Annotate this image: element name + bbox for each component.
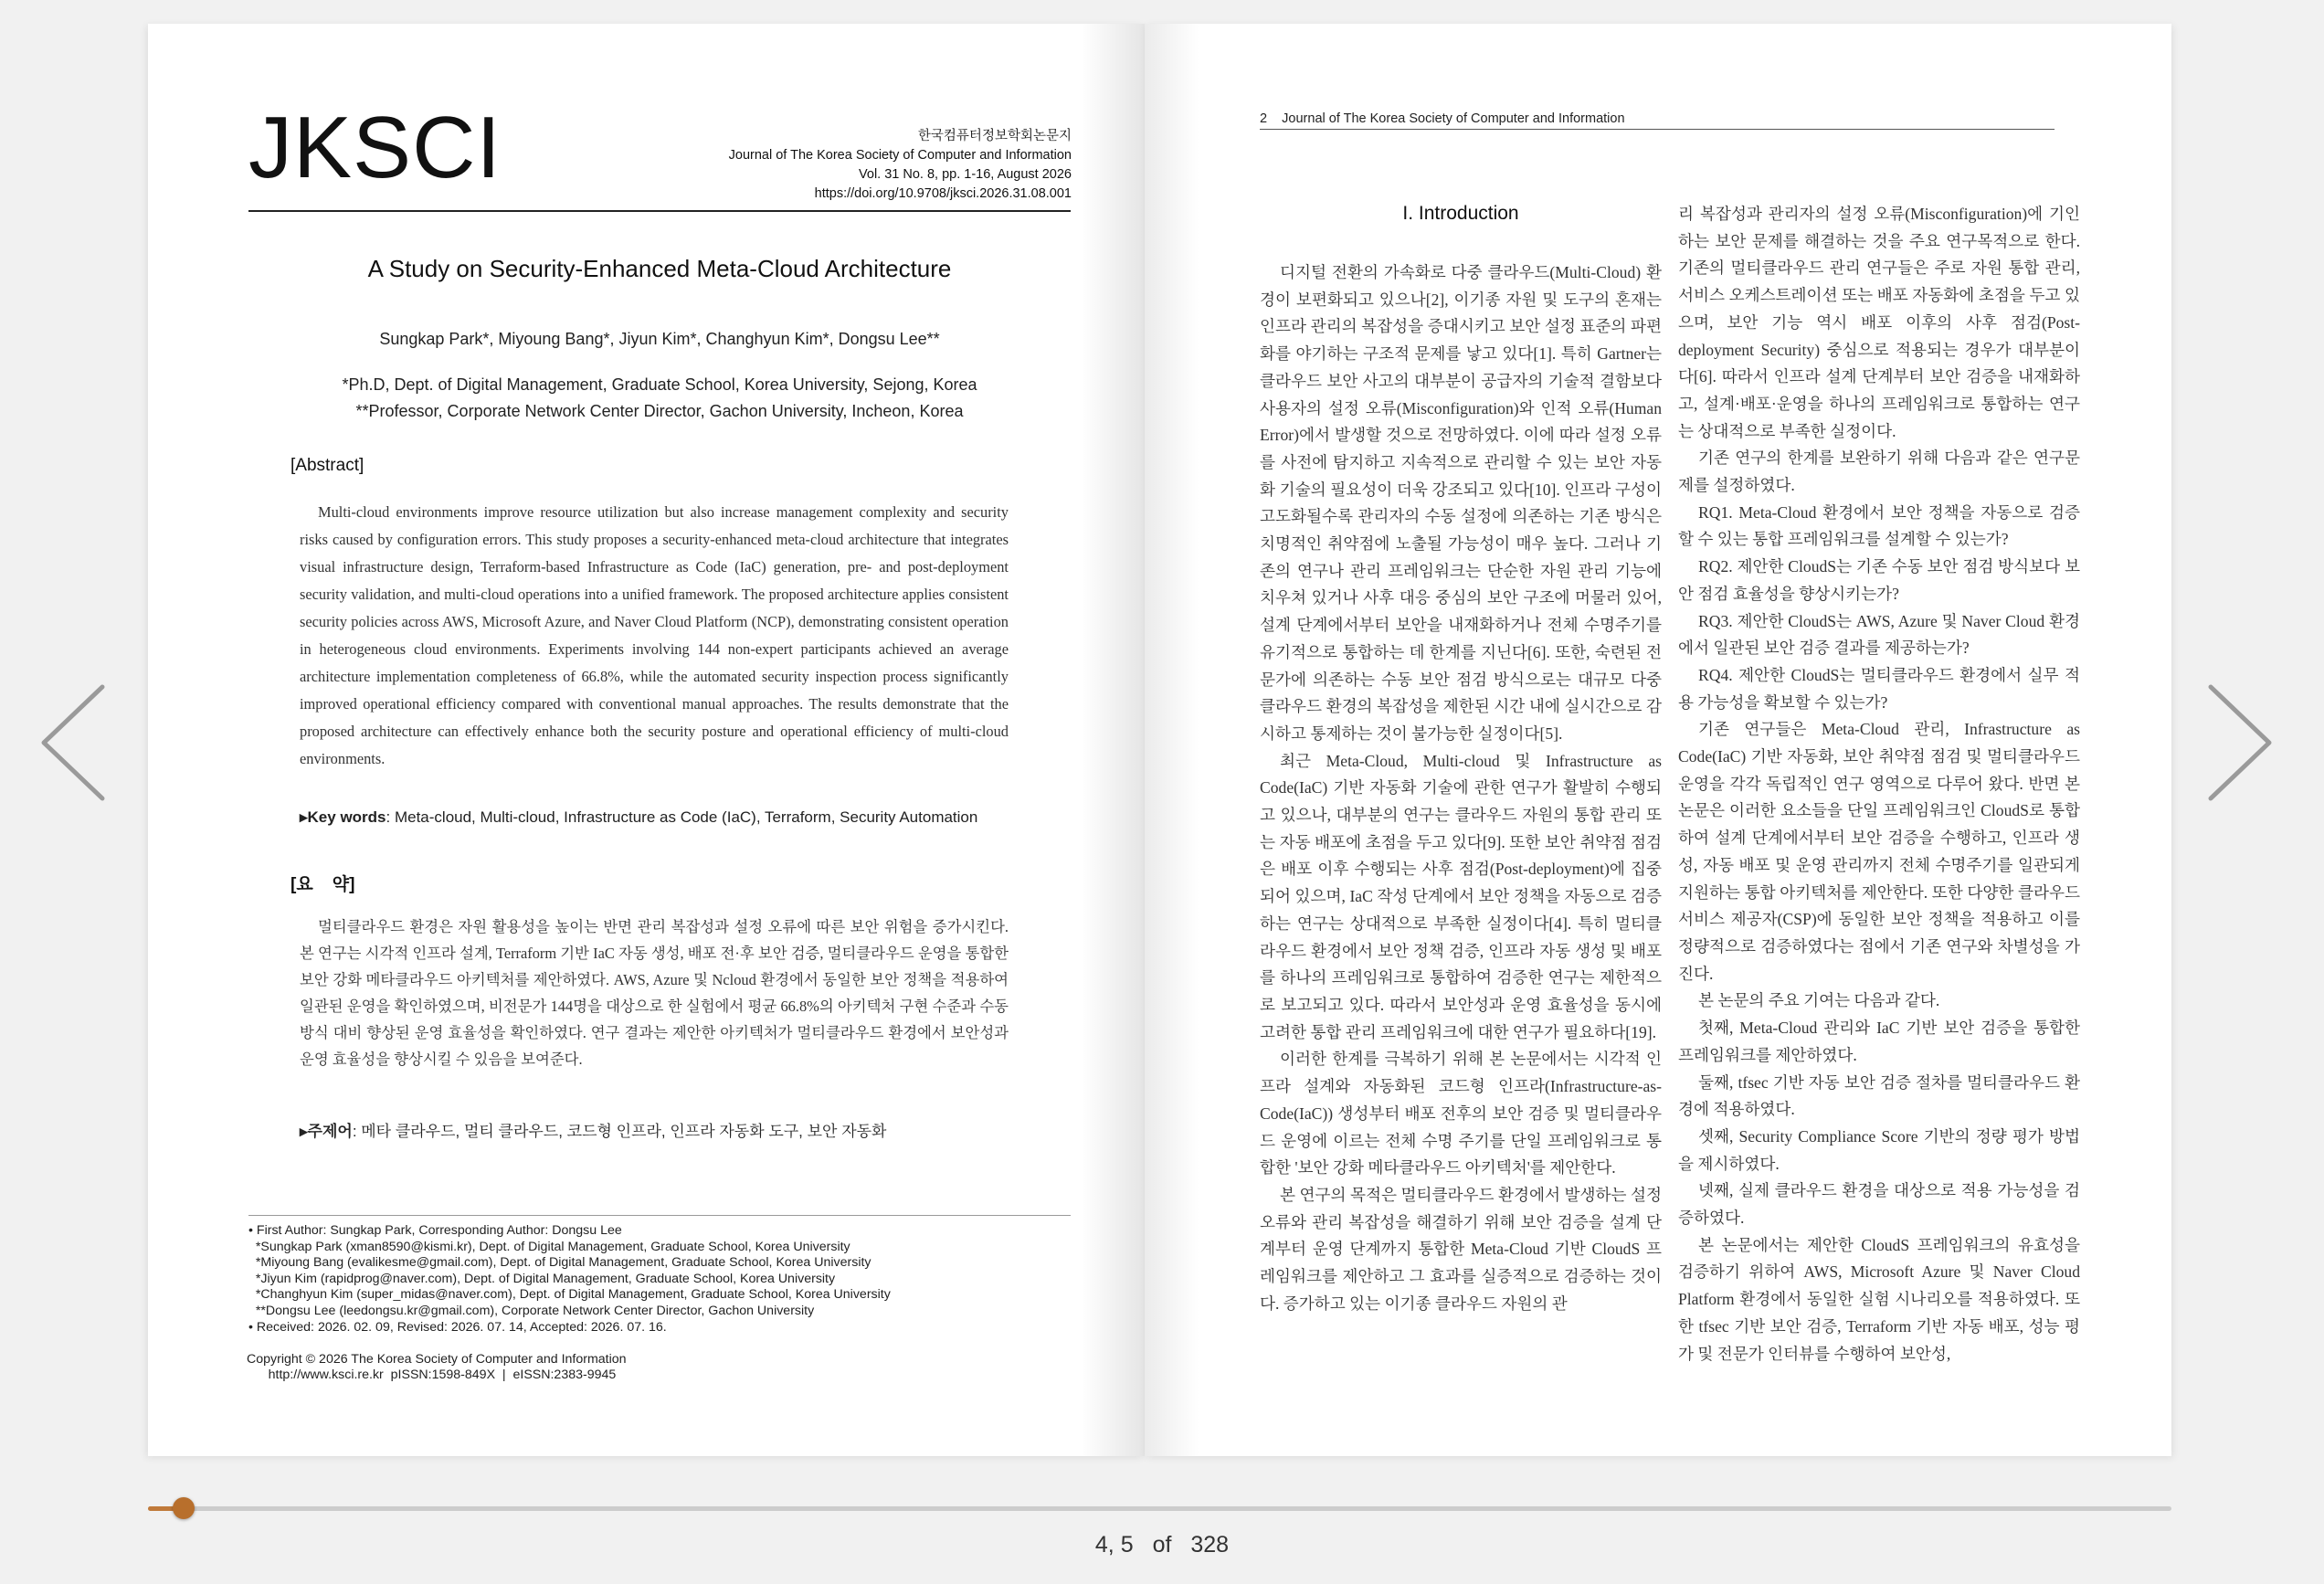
text-column-left (1260, 259, 1662, 1317)
korean-abstract-heading: [요 약] (290, 875, 355, 894)
paragraph: 첫째, Meta-Cloud 관리와 IaC 기반 보안 검증을 통합한 프레임워크를 제안하였다. (1678, 1019, 2080, 1064)
footnote-line: • Received: 2026. 02. 09, Revised: 2026. 07. 14, Accepted: 2026. 07. 16. (248, 1319, 667, 1335)
footnote-line: **Dongsu Lee (leedongsu.kr@gmail.com), Corporate Network Center Director, Gachon University (248, 1303, 815, 1318)
gutter-shadow (1145, 24, 1199, 1456)
affiliations (248, 372, 1071, 425)
footnote-line: *Sungkap Park (xman8590@kismi.kr), Dept. of Digital Management, Graduate School, Korea University (248, 1239, 850, 1254)
footnote-line: • First Author: Sungkap Park, Corresponding Author: Dongsu Lee (248, 1223, 622, 1238)
footnote-line: *Jiyun Kim (rapidprog@naver.com), Dept. of Digital Management, Graduate School, Korea University (248, 1271, 836, 1286)
header-line: Journal of The Korea Society of Computer and Information (728, 148, 1072, 163)
book-spread (148, 24, 2171, 1456)
korean-keywords (300, 1118, 886, 1141)
copyright-line: http://www.ksci.re.kr pISSN:1598-849X | eISSN:2383-9945 (247, 1368, 617, 1382)
previous-page-button[interactable] (37, 683, 110, 802)
header-line: 한국컴퓨터정보학회논문지 (917, 129, 1072, 143)
paper-title: A Study on Security-Enhanced Meta-Cloud Architecture (367, 255, 952, 282)
author-list: Sungkap Park*, Miyoung Bang*, Jiyun Kim*, Changhyun Kim*, Dongsu Lee** (379, 330, 940, 348)
paragraph: 본 논문의 주요 기여는 다음과 같다. (1698, 991, 1940, 1010)
keywords-text: : Meta-cloud, Multi-cloud, Infrastructure as Code (IaC), Terraform, Security Automation (386, 808, 978, 826)
affiliation-line: **Professor, Corporate Network Center Director, Gachon University, Incheon, Korea (355, 402, 964, 420)
paragraph: 셋째, Security Compliance Score 기반의 정량 평가 방법을 제시하였다. (1678, 1126, 2080, 1173)
paragraph: 기존 연구의 한계를 보완하기 위해 다음과 같은 연구문제를 설정하였다. (1678, 449, 2080, 495)
page-slider[interactable] (148, 1503, 2171, 1514)
paragraph: 디지털 전환의 가속화로 다중 클라우드(Multi-Cloud) 환경이 보편화되고 있으나[2], 이기종 자원 및 도구의 혼재는 인프라 관리의 복잡성을 증대시키고 보안 설정 표준의 파편화를 야기하는 구조적 문제를 낳고 있다[1]. 특히 Gartner는 클라우드 보안 사고의 대부분이 공급자의 기술적 결함보다 사용자의 설정 오류(Misconfiguration)와 인적 오류(Human Error)에서 발생할 것으로 전망하였다. 이에 따라 설정 오류를 사전에 탐지하고 지속적으로 관리할 수 있는 보안 자동화 기술의 필요성이 더욱 강조되고 있다[10]. 인프라 구성이 고도화될수록 관리자의 수동 설정에 의존하는 기존 방식은 치명적인 취약점에 노출될 가능성이 매우 높다. 그러나 기존의 연구나 관리 프레임워크는 단순한 자원 관리 기능에 치우쳐 있거나 사후 대응 중심의 보안 구조에 머물러 있어, 설계 단계에서부터 보안을 내재화하거나 전체 수명주기를 유기적으로 통합하는 데 한계를 지닌다[6]. 또한, 숙련된 전문가에 의존하는 수동 보안 점검 방식으로는 대규모 다중 클라우드 환경의 복잡성을 제한된 시간 내에 실시간으로 감시하고 통제하는 것이 불가능한 실정이다[5]. (1260, 263, 1662, 743)
keywords (300, 808, 977, 827)
page-indicator (0, 1532, 2324, 1558)
paragraph: RQ1. Meta-Cloud 환경에서 보안 정책을 자동으로 검증할 수 있는 통합 프레임워크를 설계할 수 있는가? (1678, 502, 2080, 549)
footnote-line: *Miyoung Bang (evalikesme@gmail.com), Dept. of Digital Management, Graduate School, Korea University (248, 1255, 872, 1271)
abstract-heading: [Abstract] (290, 456, 364, 475)
paragraph: 기존 연구들은 Meta-Cloud 관리, Infrastructure as Code(IaC) 기반 자동화, 보안 취약점 점검 및 멀티클라우드 운영을 각각 독립적인 연구 영역으로 다루어 왔다. 반면 본 논문은 이러한 요소들을 단일 프레임워크인 CloudS로 통합하여 설계 단계에서부터 보안 검증을 수행하고, 인프라 생성, 자동 배포 및 운영 관리까지 전체 수명주기를 일관되게 지원하는 통합 아키텍처를 제안한다. 또한 다양한 클라우드 서비스 제공자(CSP)에 동일한 보안 정책을 적용하고 이를 정량적으로 검증하였다는 점에서 기존 연구와 차별성을 가진다. (1678, 720, 2080, 983)
affiliation-line: *Ph.D, Dept. of Digital Management, Graduate School, Korea University, Sejong, Korea (342, 375, 977, 394)
paragraph: 둘째, tfsec 기반 자동 보안 검증 절차를 멀티클라우드 환경에 적용하였다. (1678, 1072, 2080, 1119)
footnotes (248, 1223, 891, 1336)
of-label: of (1152, 1532, 1172, 1558)
korean-keywords-text: : 메타 클라우드, 멀티 클라우드, 코드형 인프라, 인프라 자동화 도구, 보안 자동화 (352, 1123, 887, 1140)
paragraph: 최근 Meta-Cloud, Multi-cloud 및 Infrastructure as Code(IaC) 기반 자동화 기술에 관한 연구가 활발히 수행되고 있으나, 대부분의 연구는 클라우드 자원의 통합 관리 또는 자동 배포에 초점을 두고 있다[9]. 또한 보안 취약점 점검은 배포 이후 수행되는 사후 점검(Post-deployment)에 집중되어 있으며, IaC 작성 단계에서 보안 정책을 자동으로 검증하는 연구는 상대적으로 부족한 실정이다[4]. 특히 멀티클라우드 환경에서 보안 정책 검증, 인프라 자동 생성 및 배포를 하나의 프레임워크로 통합하여 검증한 연구는 제한적으로 보고되고 있다. 따라서 보안성과 운영 효율성을 동시에 고려한 통합 관리 프레임워크에 대한 연구가 필요하다[19]. (1260, 751, 1662, 1041)
paragraph: RQ2. 제안한 CloudS는 기존 수동 보안 점검 방식보다 보안 점검 효율성을 향상시키는가? (1678, 557, 2080, 603)
paragraph: RQ3. 제안한 CloudS는 AWS, Azure 및 Naver Cloud 환경에서 일관된 보안 검증 결과를 제공하는가? (1678, 611, 2080, 658)
running-head: 2 Journal of The Korea Society of Computer and Information (1260, 111, 2055, 130)
footnote-rule (248, 1215, 1071, 1216)
korean-abstract-text: 멀티클라우드 환경은 자원 활용성을 높이는 반면 관리 복잡성과 설정 오류에 따른 보안 위험을 증가시킨다. 본 연구는 시각적 인프라 설계, Terraform 기반 IaC 자동 생성, 배포 전·후 보안 검증, 멀티클라우드 운영을 통합한 보안 강화 메타클라우드 아키텍처를 제안하였다. AWS, Azure 및 Ncloud 환경에서 동일한 보안 정책을 적용하여 일관된 운영을 확인하였으며, 비전문가 144명을 대상으로 한 실험에서 평균 66.8%의 아키텍처 구현 수준과 수동 방식 대비 향상된 운영 효율성을 확인하였다. 연구 결과는 제안한 아키텍처가 멀티클라우드 환경에서 보안성과 운영 효율성을 향상시킬 수 있음을 보여준다. (300, 918, 1009, 1068)
header-rule (248, 210, 1071, 212)
paragraph: 이러한 한계를 극복하기 위해 본 논문에서는 시각적 인프라 설계와 자동화된 코드형 인프라(Infrastructure-as-Code(IaC)) 생성부터 배포 전후의 보안 검증 및 멀티클라우드 운영에 이르는 전체 수명 주기를 단일 프레임워크로 통합한 '보안 강화 메타클라우드 아키텍처'를 제안한다. (1260, 1050, 1662, 1177)
page-left (148, 24, 1145, 1456)
abstract-text: Multi-cloud environments improve resource utilization but also increase management complexity and security risks caused by configuration errors. This study proposes a security-enhanced meta-cloud architecture that integrates visual infrastructure design, Terraform-based Infrastructure as Code (IaC) generation, pre- and post-deployment security validation, and multi-cloud operations into a unified framework. The proposed architecture applies consistent security policies across AWS, Microsoft Azure, and Naver Cloud Platform (NCP), demonstrating consistent operation in heterogeneous cloud environments. Experiments involving 144 non-expert participants achieved an average architecture implementation completeness of 66.8%, while the automated security inspection process significantly improved operational efficiency compared with conventional manual approaches. The results demonstrate that the proposed architecture can effectively enhance both the security posture and operational efficiency of multi-cloud environments. (300, 503, 1009, 767)
chevron-left-icon (37, 683, 110, 802)
journal-logo: JKSCI (248, 99, 502, 196)
doi-link[interactable]: https://doi.org/10.9708/jksci.2026.31.08.001 (814, 186, 1072, 201)
header-line: Vol. 31 No. 8, pp. 1-16, August 2026 (859, 167, 1072, 182)
copyright-line: Copyright © 2026 The Korea Society of Computer and Information (247, 1352, 627, 1367)
keywords-label: ▸Key words (300, 808, 386, 826)
chevron-right-icon (2203, 683, 2276, 802)
gutter-shadow (1081, 24, 1145, 1456)
section-heading: I. Introduction (1402, 203, 1519, 224)
copyright (247, 1352, 627, 1383)
current-pages: 4, 5 (1094, 1532, 1134, 1558)
korean-keywords-label: ▸주제어 (300, 1123, 353, 1140)
paragraph: 넷째, 실제 클라우드 환경을 대상으로 적용 가능성을 검증하였다. (1678, 1181, 2080, 1228)
journal-header-info (729, 127, 1072, 204)
page-right (1145, 24, 2171, 1456)
footnote-line: *Changhyun Kim (super_midas@naver.com), Dept. of Digital Management, Graduate School, Korea University (248, 1287, 891, 1303)
next-page-button[interactable] (2203, 683, 2276, 802)
slider-track[interactable] (148, 1506, 2171, 1511)
text-column-right (1678, 201, 2080, 1368)
paragraph: RQ4. 제안한 CloudS는 멀티클라우드 환경에서 실무 적용 가능성을 확보할 수 있는가? (1678, 665, 2080, 712)
paragraph: 리 복잡성과 관리자의 설정 오류(Misconfiguration)에 기인하는 보안 문제를 해결하는 것을 주요 연구목적으로 한다. 기존의 멀티클라우드 관리 연구들은 주로 자원 통합 관리, 서비스 오케스트레이션 또는 배포 자동화에 초점을 두고 있으며, 보안 기능 역시 배포 이후의 사후 점검(Post-deployment Security) 중심으로 적용되는 경우가 대부분이다[6]. 따라서 인프라 설계 단계부터 보안 검증을 내재화하고, 설계·배포·운영을 하나의 프레임워크로 통합하는 연구는 상대적으로 부족한 실정이다. (1678, 205, 2080, 440)
slider-thumb[interactable] (173, 1497, 195, 1519)
total-pages: 328 (1190, 1532, 1230, 1558)
paragraph: 본 연구의 목적은 멀티클라우드 환경에서 발생하는 설정 오류와 관리 복잡성을 해결하기 위해 보안 검증을 설계 단계부터 운영 단계까지 통합한 Meta-Cloud 기반 CloudS 프레임워크를 제안하고 그 효과를 실증적으로 검증하는 것이다. 증가하고 있는 이기종 클라우드 자원의 관 (1260, 1185, 1662, 1313)
paragraph: 본 논문에서는 제안한 CloudS 프레임워크의 유효성을 검증하기 위하여 AWS, Microsoft Azure 및 Naver Cloud Platform 환경에서 동일한 실험 시나리오를 적용하였다. 또한 tfsec 기반 보안 검증, Terraform 기반 자동 배포, 성능 평가 및 전문가 인터뷰를 수행하여 보안성, (1678, 1235, 2080, 1363)
